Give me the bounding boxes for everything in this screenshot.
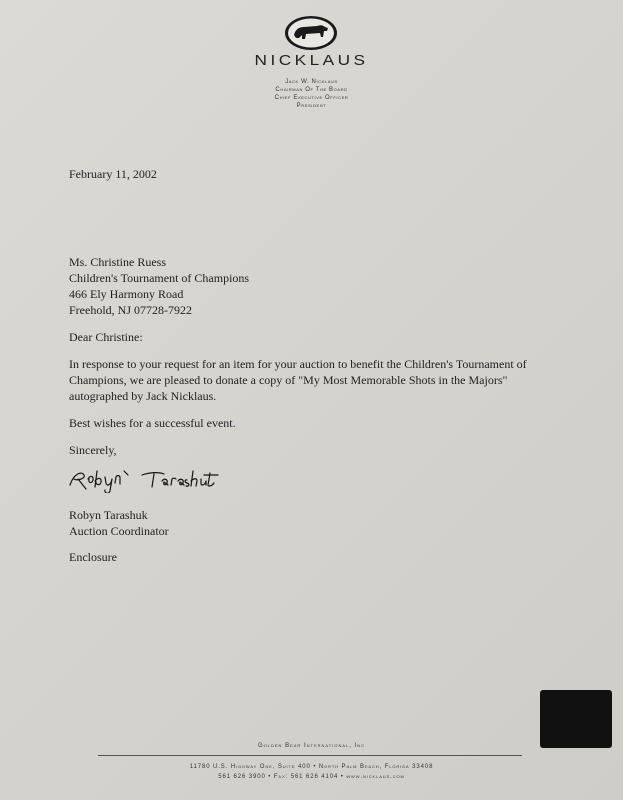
footer-address: 11780 U.S. Highway One, Suite 400 • North Palm Beach, Florida 33408 bbox=[189, 764, 434, 770]
signer-title: Auction Coordinator bbox=[69, 524, 169, 538]
recipient-organization: Children's Tournament of Champions bbox=[69, 271, 250, 285]
golden-bear-logo-icon bbox=[284, 15, 338, 51]
executive-title-ceo: Chief Executive Officer bbox=[274, 95, 349, 101]
footer-divider bbox=[98, 755, 522, 756]
recipient-city: Freehold, NJ 07728-7922 bbox=[69, 303, 192, 317]
executive-title-block bbox=[0, 78, 623, 110]
body-line-1: In response to your request for an item for your auction to benefit the Children's Tournament of bbox=[69, 357, 527, 371]
recipient-name: Ms. Christine Ruess bbox=[69, 255, 167, 269]
closing-wish: Best wishes for a successful event. bbox=[69, 416, 236, 430]
valediction: Sincerely, bbox=[69, 443, 117, 457]
footer-contact: 561 626 3900 • Fax: 561 626 4104 • www.nicklaus.com bbox=[218, 774, 405, 780]
executive-name: Jack W. Nicklaus bbox=[285, 79, 338, 85]
body-line-2: Champions, we are pleased to donate a copy of "My Most Memorable Shots in the Majors" bbox=[69, 373, 508, 387]
footer-company: Golden Bear International, Inc bbox=[257, 743, 366, 749]
letter-date: February 11, 2002 bbox=[69, 167, 157, 181]
executive-title-president: President bbox=[296, 103, 327, 109]
recipient-street: 466 Ely Harmony Road bbox=[69, 287, 184, 301]
photo-corner-mark bbox=[540, 690, 612, 748]
executive-title-chairman: Chairman Of The Board bbox=[275, 87, 348, 93]
handwritten-signature bbox=[64, 463, 244, 493]
brand-wordmark: NICKLAUS bbox=[254, 52, 369, 69]
enclosure-note: Enclosure bbox=[69, 550, 117, 564]
salutation: Dear Christine: bbox=[69, 330, 143, 344]
signer-name: Robyn Tarashuk bbox=[69, 508, 148, 522]
body-line-3: autographed by Jack Nicklaus. bbox=[69, 389, 217, 403]
